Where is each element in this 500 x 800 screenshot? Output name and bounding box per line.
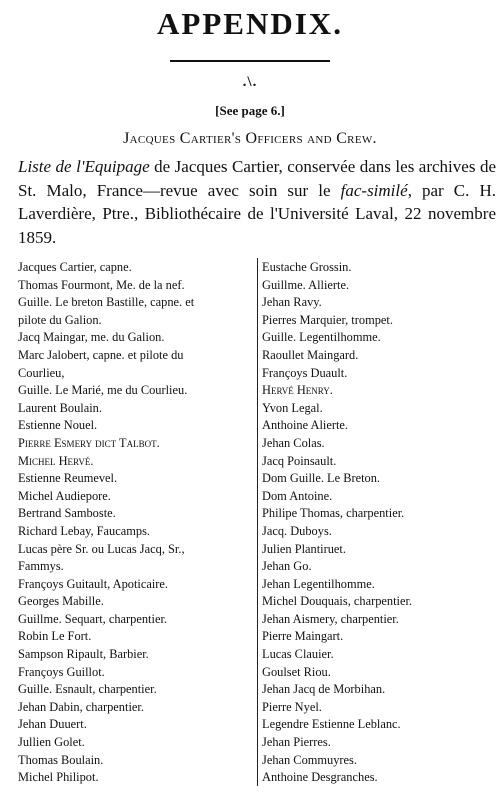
crew-entry: Jehan Dabin, charpentier. (18, 699, 144, 714)
crew-entry: Sampson Ripault, Barbier. (18, 647, 149, 662)
crew-entry: Estienne Reumevel. (18, 471, 118, 486)
crew-entry: Estienne Nouel. (18, 418, 98, 433)
intro-italic-2: fac-similé (340, 180, 408, 200)
intro-italic-1: Liste de l'Equipage (18, 157, 150, 176)
crew-entry: Jehan Legentilhomme. (262, 576, 375, 591)
crew-entry: Michel Hervé. (18, 453, 94, 468)
column-divider (257, 258, 258, 786)
crew-entry-continuation: pilote du Galion. (18, 312, 102, 327)
crew-entry: Françoys Guitault, Apoticaire. (18, 576, 169, 591)
intro-text-2: , par C. H. Laverdière, Ptre., Bibliothécaire de l'Université Laval, 22 novembre 1859. (18, 180, 496, 247)
crew-entry: Raoullet Maingard. (262, 347, 359, 362)
section-heading: Jacques Cartier's Officers and Crew. (123, 130, 377, 147)
crew-entry: Guillme. Sequart, charpentier. (18, 611, 167, 626)
crew-entry: Jacq. Duboys. (262, 523, 332, 538)
crew-entry: Michel Audiepore. (18, 488, 111, 503)
crew-entry: Yvon Legal. (262, 400, 323, 415)
intro-paragraph (18, 155, 496, 249)
crew-entry: Françoys Guillot. (18, 664, 105, 679)
crew-entry: Julien Plantiruet. (262, 541, 346, 556)
crew-entry: Jehan Duuert. (18, 717, 87, 732)
crew-entry: Robin Le Fort. (18, 629, 92, 644)
crew-entry: Michel Philipot. (18, 770, 99, 785)
crew-entry: Laurent Boulain. (18, 400, 102, 415)
see-page-note: [See page 6.] (215, 103, 285, 118)
title-rule (170, 60, 330, 62)
crew-list-right (262, 259, 496, 787)
crew-entry: Thomas Fourmont, Me. de la nef. (18, 277, 185, 292)
crew-entry: Eustache Grossin. (262, 260, 352, 274)
crew-entry: Jacques Cartier, capne. (18, 260, 132, 274)
page-title: APPENDIX. (157, 6, 343, 41)
crew-entry: Michel Douquais, charpentier. (262, 594, 413, 609)
crew-entry: Jullien Golet. (18, 735, 85, 750)
crew-entry: Marc Jalobert, capne. et pilote du (18, 347, 184, 362)
crew-entry: Guille. Le breton Bastille, capne. et (18, 295, 195, 310)
crew-entry: Françoys Duault. (262, 365, 348, 380)
crew-entry: Pierre Maingart. (262, 629, 344, 644)
crew-entry: Jacq Poinsault. (262, 453, 337, 468)
crew-entry: Guille. Esnault, charpentier. (18, 682, 157, 697)
crew-entry: Philipe Thomas, charpentier. (262, 506, 405, 521)
crew-entry: Jehan Go. (262, 559, 312, 574)
crew-entry: Jehan Pierres. (262, 735, 331, 750)
crew-entry: Anthoine Alierte. (262, 418, 349, 433)
crew-entry: Pierres Marquier, trompet. (262, 312, 393, 327)
crew-entry: Jehan Commuyres. (262, 752, 357, 767)
crew-entry: Georges Mabille. (18, 594, 104, 609)
crew-entry: Jehan Aismery, charpentier. (262, 611, 399, 626)
crew-entry: Pierre Esmery dict Talbot. (18, 435, 160, 450)
crew-entry: Jehan Ravy. (262, 295, 322, 310)
crew-entry: Dom Guille. Le Breton. (262, 471, 381, 486)
crew-entry: Guille. Le Marié, me du Courlieu. (18, 383, 188, 398)
crew-entry: Thomas Boulain. (18, 752, 104, 767)
crew-entry-continuation: Fammys. (18, 559, 64, 574)
section-numeral: .\. (242, 74, 258, 90)
crew-entry: Jehan Jacq de Morbihan. (262, 682, 386, 697)
crew-entry: Bertrand Samboste. (18, 506, 116, 521)
crew-entry: Guillme. Allierte. (262, 277, 350, 292)
crew-entry-continuation: Courlieu, (18, 365, 65, 380)
crew-entry: Jacq Maingar, me. du Galion. (18, 330, 165, 345)
intro-text-1: de Jacques Cartier, conservée dans les archives de St. Malo, France—revue avec soin sur le (18, 157, 496, 200)
crew-entry: Anthoine Desgranches. (262, 770, 378, 785)
crew-entry: Lucas Clauier. (262, 647, 334, 662)
crew-entry: Guille. Legentilhomme. (262, 330, 381, 345)
crew-list-left (18, 259, 250, 787)
crew-entry: Goulset Riou. (262, 664, 331, 679)
crew-entry: Jehan Colas. (262, 435, 325, 450)
crew-entry: Dom Antoine. (262, 488, 333, 503)
crew-entry: Lucas père Sr. ou Lucas Jacq, Sr., (18, 541, 185, 556)
crew-entry: Legendre Estienne Leblanc. (262, 717, 401, 732)
crew-entry: Hervé Henry. (262, 383, 333, 398)
crew-entry: Richard Lebay, Faucamps. (18, 523, 151, 538)
crew-entry: Pierre Nyel. (262, 699, 322, 714)
